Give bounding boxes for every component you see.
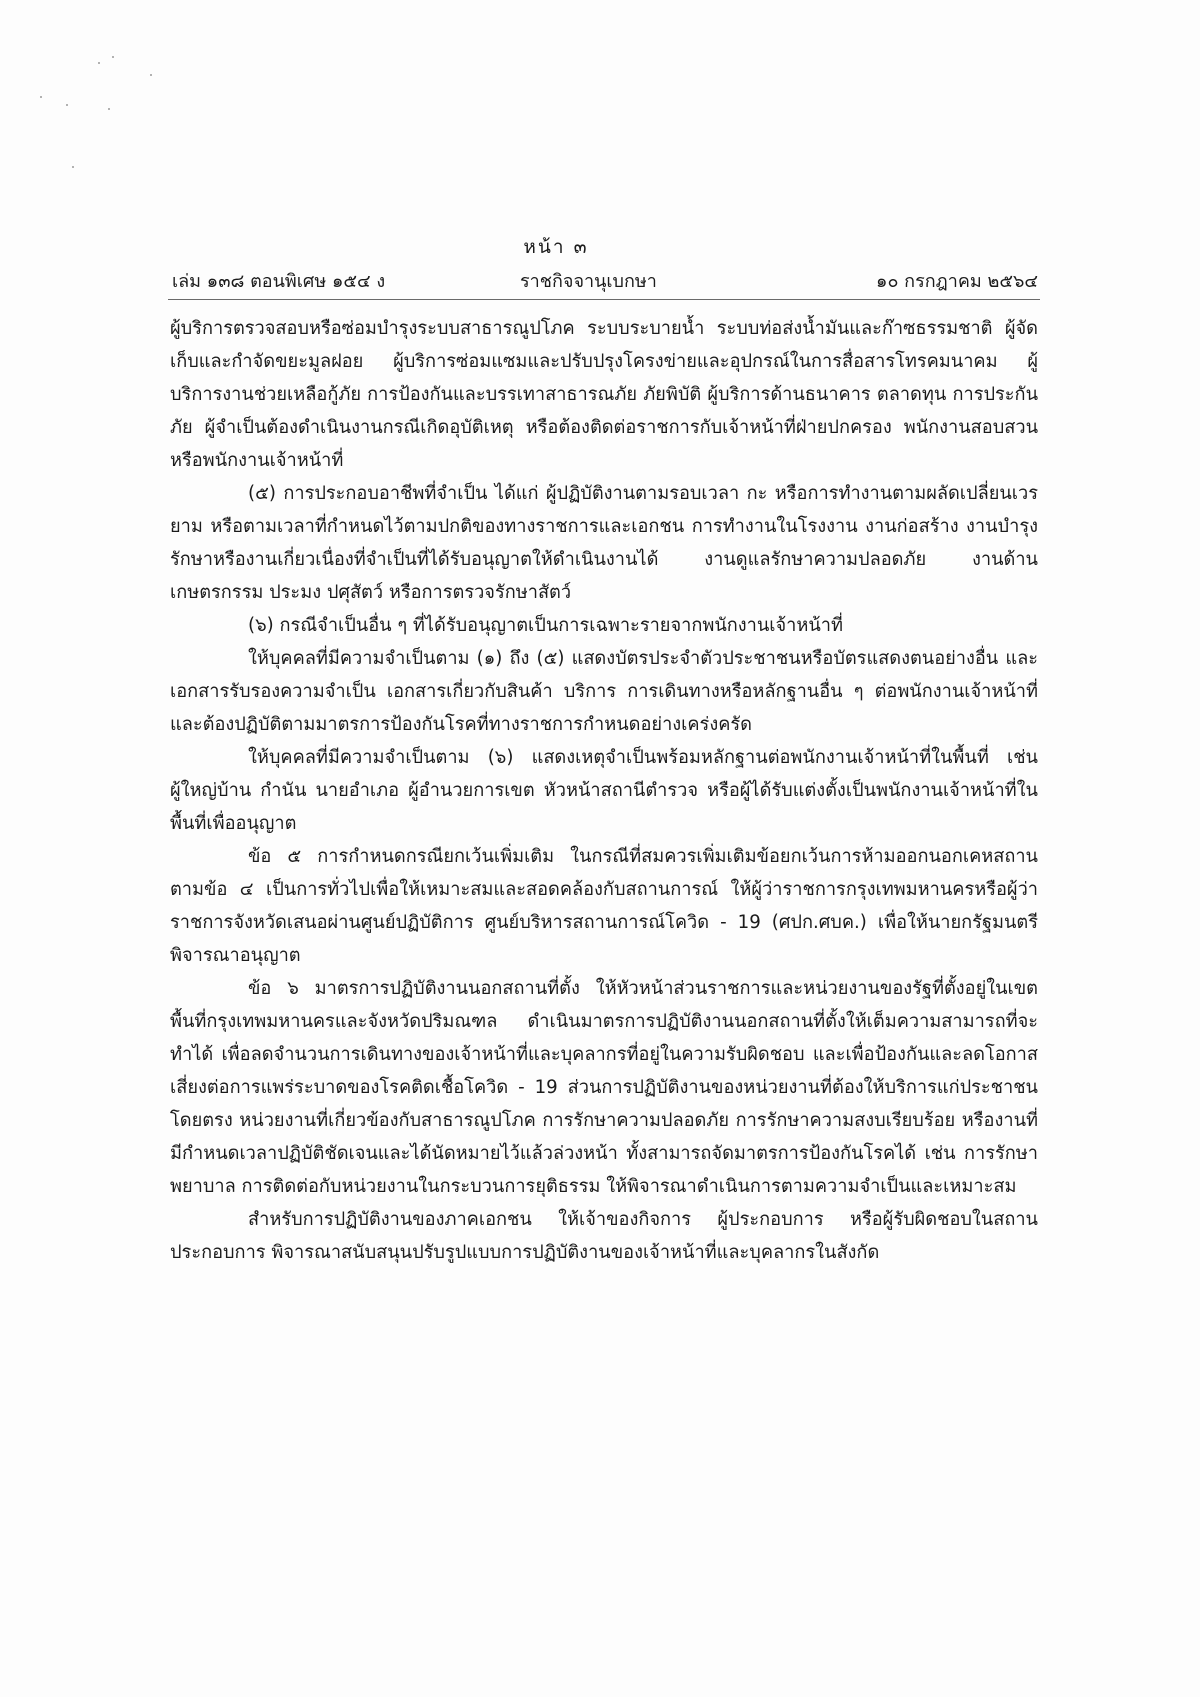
paragraph-local-permission: ให้บุคคลที่มีความจำเป็นตาม (๖) แสดงเหตุจำเป็นพร้อมหลักฐานต่อพนักงานเจ้าหน้าที่ในพื้นที่ เช่น ผู้ใหญ่บ้าน กำนัน นายอำเภอ ผู้อำนวยการเขต หัวหน้าสถานีตำรวจ หรือผู้ได้รับแต่งตั้งเป็นพนักงานเจ้าหน้าที่ในพื้นที่เพื่ออนุญาต (170, 747, 1038, 834)
paragraph-item-6: (๖) กรณีจำเป็นอื่น ๆ ที่ได้รับอนุญาตเป็นการเฉพาะรายจากพนักงานเจ้าหน้าที่ (248, 615, 844, 636)
paragraph-clause-5: ข้อ ๕ การกำหนดกรณียกเว้นเพิ่มเติม ในกรณีที่สมควรเพิ่มเติมข้อยกเว้นการห้ามออกนอกเคหสถานตามข้อ ๔ เป็นการทั่วไปเพื่อให้เหมาะสมและสอดคล้องกับสถานการณ์ ให้ผู้ว่าราชการกรุงเทพมหานครหรือผู้ว่าราชการจังหวัดเสนอผ่านศูนย์ปฏิบัติการ ศูนย์บริหารสถานการณ์โควิด - 19 (ศปก.ศบค.) เพื่อให้นายกรัฐมนตรีพิจารณาอนุญาต (170, 846, 1038, 966)
volume-issue: เล่ม ๑๓๘ ตอนพิเศษ ๑๕๔ ง (172, 271, 386, 292)
paragraph-item-5: (๕) การประกอบอาชีพที่จำเป็น ได้แก่ ผู้ปฏิบัติงานตามรอบเวลา กะ หรือการทำงานตามผลัดเปลี่ยนเวรยาม หรือตามเวลาที่กำหนดไว้ตามปกติของทางราชการและเอกชน การทำงานในโรงงาน งานก่อสร้าง งานบำรุงรักษาหรืองานเกี่ยวเนื่องที่จำเป็นที่ได้รับอนุญาตให้ดำเนินงานได้ งานดูแลรักษาความปลอดภัย งานด้านเกษตรกรรม ประมง ปศุสัตว์ หรือการตรวจรักษาสัตว์ (170, 483, 1038, 603)
header-divider (168, 299, 1040, 300)
paragraph-id-requirement: ให้บุคคลที่มีความจำเป็นตาม (๑) ถึง (๕) แสดงบัตรประจำตัวประชาชนหรือบัตรแสดงตนอย่างอื่น และเอกสารรับรองความจำเป็น เอกสารเกี่ยวกับสินค้า บริการ การเดินทางหรือหลักฐานอื่น ๆ ต่อพนักงานเจ้าหน้าที่ และต้องปฏิบัติตามมาตรการป้องกันโรคที่ทางราชการกำหนดอย่างเคร่งครัด (170, 648, 1038, 735)
scan-speck (40, 96, 42, 98)
paragraph-private-sector: สำหรับการปฏิบัติงานของภาคเอกชน ให้เจ้าของกิจการ ผู้ประกอบการ หรือผู้รับผิดชอบในสถานประกอบการ พิจารณาสนับสนุนปรับรูปแบบการปฏิบัติงานของเจ้าหน้าที่และบุคลากรในสังกัด (170, 1209, 1038, 1263)
publication-date: ๑๐ กรกฎาคม ๒๕๖๔ (876, 271, 1038, 292)
paragraph-continuation: ผู้บริการตรวจสอบหรือซ่อมบำรุงระบบสาธารณูปโภค ระบบระบายน้ำ ระบบท่อส่งน้ำมันและก๊าซธรรมชาติ ผู้จัดเก็บและกำจัดขยะมูลฝอย ผู้บริการซ่อมแซมและปรับปรุงโครงข่ายและอุปกรณ์ในการสื่อสารโทรคมนาคม ผู้บริการงานช่วยเหลือกู้ภัย การป้องกันและบรรเทาสาธารณภัย ภัยพิบัติ ผู้บริการด้านธนาคาร ตลาดทุน การประกันภัย ผู้จำเป็นต้องดำเนินงานกรณีเกิดอุบัติเหตุ หรือต้องติดต่อราชการกับเจ้าหน้าที่ฝ่ายปกครอง พนักงานสอบสวน หรือพนักงานเจ้าหน้าที่ (170, 318, 1038, 471)
scan-speck (66, 104, 68, 106)
document-body (170, 312, 1038, 1269)
page-number: หน้า ๓ (523, 236, 589, 258)
scan-speck (150, 74, 152, 76)
running-header (172, 266, 1038, 296)
scan-speck (72, 166, 74, 168)
gazette-name: ราชกิจจานุเบกษา (520, 271, 657, 292)
scan-speck (108, 108, 110, 110)
scan-speck (98, 62, 100, 64)
paragraph-clause-6: ข้อ ๖ มาตรการปฏิบัติงานนอกสถานที่ตั้ง ให้หัวหน้าส่วนราชการและหน่วยงานของรัฐที่ตั้งอยู่ในเขตพื้นที่กรุงเทพมหานครและจังหวัดปริมณฑล ดำเนินมาตรการปฏิบัติงานนอกสถานที่ตั้งให้เต็มความสามารถที่จะทำได้ เพื่อลดจำนวนการเดินทางของเจ้าหน้าที่และบุคลากรที่อยู่ในความรับผิดชอบ และเพื่อป้องกันและลดโอกาสเสี่ยงต่อการแพร่ระบาดของโรคติดเชื้อโควิด - 19 ส่วนการปฏิบัติงานของหน่วยงานที่ต้องให้บริการแก่ประชาชนโดยตรง หน่วยงานที่เกี่ยวข้องกับสาธารณูปโภค การรักษาความปลอดภัย การรักษาความสงบเรียบร้อย หรืองานที่มีกำหนดเวลาปฏิบัติชัดเจนและได้นัดหมายไว้แล้วล่วงหน้า ทั้งสามารถจัดมาตรการป้องกันโรคได้ เช่น การรักษาพยาบาล การติดต่อกับหน่วยงานในกระบวนการยุติธรรม ให้พิจารณาดำเนินการตามความจำเป็นและเหมาะสม (170, 978, 1038, 1197)
scan-speck (112, 56, 114, 58)
